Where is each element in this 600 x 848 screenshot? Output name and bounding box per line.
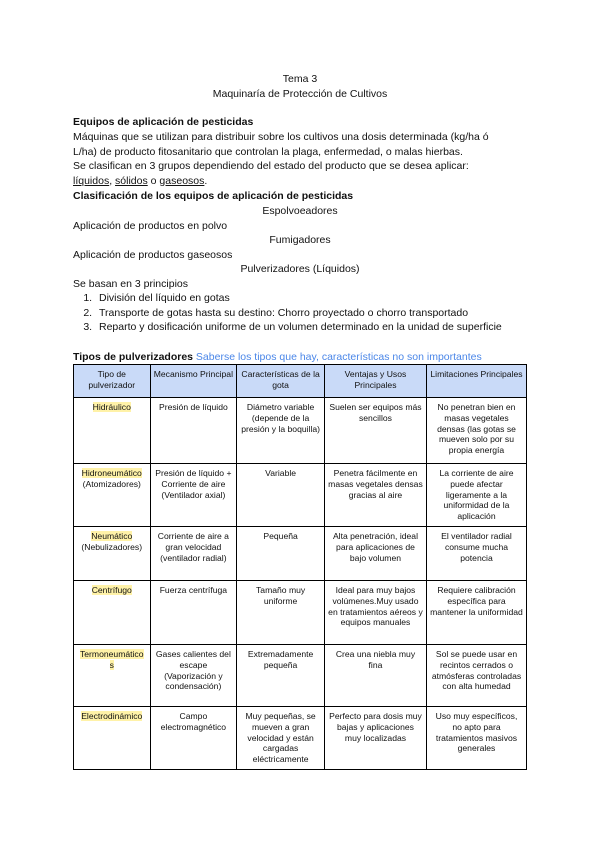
tipo-name: Termoneumático s	[79, 648, 144, 670]
list-item: 2. Transporte de gotas hasta su destino: Chorro proyectado o chorro transportado	[95, 306, 535, 321]
gota-cell: Muy pequeñas, se mueven a gran velocidad y están cargadas eléctricamente	[237, 706, 325, 769]
column-header: Mecanismo Principal	[150, 365, 237, 398]
tipos-heading: Tipos de pulverizadores	[73, 351, 194, 363]
mecanismo-cell: Campo electromagnético	[150, 706, 237, 769]
mecanismo-cell: Corriente de aire a gran velocidad (ventilador radial)	[150, 526, 237, 580]
principles-list	[73, 291, 535, 335]
tipo-name: Hidroneumático	[81, 468, 142, 478]
column-header: Ventajas y Usos Principales	[324, 365, 426, 398]
doc-title: Maquinaría de Protección de Cultivos	[212, 88, 388, 100]
mecanismo-cell: Fuerza centrífuga	[150, 580, 237, 644]
column-header: Tipo de pulverizador	[74, 365, 151, 398]
table-row	[74, 580, 527, 644]
table-row	[74, 706, 527, 769]
limitaciones-cell: Requiere calibración específica para mantener la uniformidad	[426, 580, 526, 644]
section-heading-equipos: Equipos de aplicación de pesticidas	[73, 116, 254, 128]
table-row	[74, 464, 527, 527]
ventajas-cell: Penetra fácilmente en masas vegetales densas gracias al aire	[324, 464, 426, 527]
tipo-cell	[74, 526, 151, 580]
doc-topic: Tema 3	[282, 73, 318, 85]
gota-cell: Variable	[237, 464, 325, 527]
mecanismo-cell: Presión de líquido + Corriente de aire (Ventilador axial)	[150, 464, 237, 527]
limitaciones-cell: No penetran bien en masas vegetales densas (las gotas se mueven solo por su propia energía	[426, 398, 526, 464]
tipo-name: Hidráulico	[92, 402, 131, 412]
list-item: 1. División del líquido en gotas	[95, 291, 535, 306]
section-heading-clasificacion: Clasificación de los equipos de aplicación de pesticidas	[73, 190, 354, 202]
gota-cell: Pequeña	[237, 526, 325, 580]
ventajas-cell: Suelen ser equipos más sencillos	[324, 398, 426, 464]
pulverizadores-table	[73, 364, 527, 770]
list-item: 3. Reparto y dosificación uniforme de un volumen determinado en la unidad de superficie	[95, 320, 535, 335]
separator: ,	[109, 174, 116, 187]
separator: o	[147, 174, 160, 187]
gota-cell: Extremadamente pequeña	[237, 644, 325, 706]
gota-cell: Tamaño muy uniforme	[237, 580, 325, 644]
tipo-cell	[74, 644, 151, 706]
study-note: Saberse los tipos que hay, características no son importantes	[193, 351, 482, 363]
tipo-cell	[74, 580, 151, 644]
column-header: Limitaciones Principales	[426, 365, 526, 398]
principles-intro: Se basan en 3 principios	[73, 277, 188, 290]
product-states-line	[73, 174, 533, 189]
gota-cell: Diámetro variable (depende de la presión y la boquilla)	[237, 398, 325, 464]
tipo-cell	[74, 706, 151, 769]
mecanismo-cell: Gases calientes del escape (Vaporización y condensación)	[150, 644, 237, 706]
tipo-subtitle: (Nebulizadores)	[81, 541, 143, 552]
tipo-name: Centrífugo	[91, 584, 132, 595]
column-header: Características de la gota	[237, 365, 325, 398]
link-solidos[interactable]: sólidos	[115, 174, 148, 187]
link-gaseosos[interactable]: gaseosos	[159, 174, 205, 187]
table-header-row	[74, 365, 527, 398]
section-heading-tipos	[73, 350, 543, 365]
paragraph-line: Máquinas que se utilizan para distribuir sobre los cultivos una dosis determinada (kg/ha ó	[73, 131, 489, 143]
tipo-cell	[74, 398, 151, 464]
ventajas-cell: Ideal para muy bajos volúmenes.Muy usado en tratamientos aéreos y equipos manuales	[324, 580, 426, 644]
tipo-name: Electrodinámico	[81, 710, 143, 721]
category-pulverizadores: Pulverizadores (Líquidos)	[240, 263, 360, 275]
tipo-name: Neumático	[91, 530, 133, 541]
paragraph-line: Se clasifican en 3 grupos dependiendo del estado del producto que se desea aplicar:	[73, 160, 469, 172]
limitaciones-cell: Uso muy específicos, no apto para tratamientos masivos generales	[426, 706, 526, 769]
tipo-subtitle: (Atomizadores)	[82, 478, 141, 489]
ventajas-cell: Crea una niebla muy fina	[324, 644, 426, 706]
table-row	[74, 526, 527, 580]
tipo-cell	[74, 464, 151, 527]
limitaciones-cell: La corriente de aire puede afectar ligeramente a la uniformidad de la aplicación	[426, 464, 526, 527]
separator: .	[204, 174, 208, 187]
category-espolvoreadores: Espolvoeadores	[262, 205, 338, 217]
link-liquidos[interactable]: líquidos	[73, 174, 110, 187]
paragraph-line: L/ha) de producto fitosanitario que controlan la plaga, enfermedad, o malas hierbas.	[73, 145, 463, 158]
category-description: Aplicación de productos en polvo	[73, 219, 228, 232]
table-row	[74, 398, 527, 464]
category-fumigadores: Fumigadores	[269, 234, 331, 246]
mecanismo-cell: Presión de líquido	[150, 398, 237, 464]
category-description: Aplicación de productos gaseosos	[73, 248, 233, 261]
ventajas-cell: Alta penetración, ideal para aplicaciones de bajo volumen	[324, 526, 426, 580]
limitaciones-cell: Sol se puede usar en recintos cerrados o atmósferas controladas con alta humedad	[426, 644, 526, 706]
ventajas-cell: Perfecto para dosis muy bajas y aplicaciones muy localizadas	[324, 706, 426, 769]
table-row	[74, 644, 527, 706]
limitaciones-cell: El ventilador radial consume mucha potencia	[426, 526, 526, 580]
